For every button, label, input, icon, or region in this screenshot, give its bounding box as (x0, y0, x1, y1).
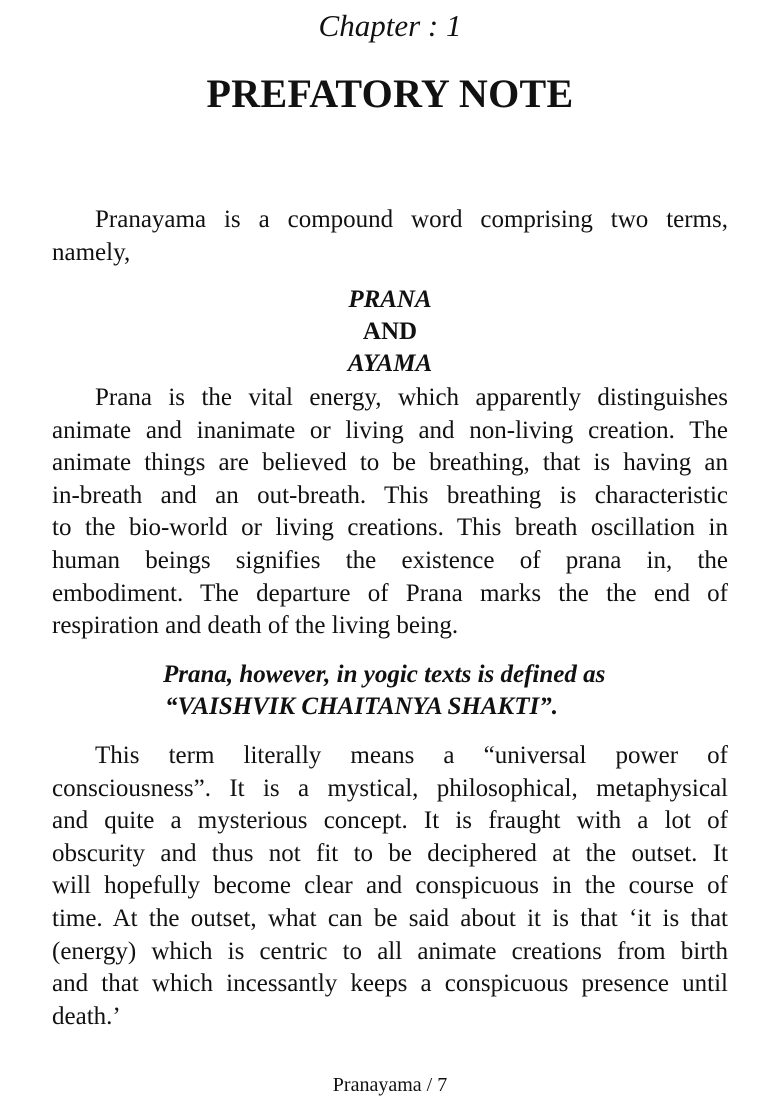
text-line: embodiment. The departure of Prana marks the the end of (52, 579, 728, 607)
definition-term: “VAISHVIK CHAITANYA SHAKTI”. (165, 693, 558, 720)
text-line: death.’ (52, 1002, 121, 1030)
text-line: namely, (52, 238, 131, 266)
definition-block (163, 659, 605, 723)
text-line: animate and inanimate or living and non-living creation. The (52, 416, 728, 444)
text-line: human beings signifies the existence of prana in, the (52, 546, 728, 574)
text-line: consciousness”. It is a mystical, philosophical, metaphysical (52, 774, 728, 802)
term-paragraph (52, 740, 728, 1033)
text-line: in-breath and an out-breath. This breathing is characteristic (52, 481, 728, 509)
text-line: animate things are believed to be breathing, that is having an (52, 449, 728, 477)
intro-paragraph (52, 204, 728, 269)
term-ayama: AYAMA (347, 350, 433, 377)
term-prana: PRANA (348, 286, 432, 313)
page-title: PREFATORY NOTE (206, 71, 574, 116)
text-line: This term literally means a “universal power of (95, 742, 728, 769)
text-line: will hopefully become clear and conspicuous in the course of (52, 872, 728, 900)
text-line: obscurity and thus not fit to be deciphered at the outset. It (52, 839, 728, 867)
terms-block (0, 284, 780, 380)
text-line: Pranayama is a compound word comprising two terms, (95, 206, 728, 233)
term-connector: AND (362, 318, 418, 345)
text-line: and that which incessantly keeps a conspicuous presence until (52, 970, 728, 998)
text-line: (energy) which is centric to all animate creations from birth (52, 937, 728, 965)
text-line: time. At the outset, what can be said about it is that ‘it is that (52, 904, 728, 932)
text-line: respiration and death of the living being. (52, 612, 459, 640)
text-line: Prana is the vital energy, which apparently distinguishes (95, 384, 728, 411)
chapter-label: Chapter : 1 (318, 8, 462, 43)
page-footer: Pranayama / 7 (332, 1074, 448, 1096)
definition-line: Prana, however, in yogic texts is defined as (163, 661, 606, 688)
text-line: to the bio-world or living creations. This breath oscillation in (52, 514, 728, 542)
text-line: and quite a mysterious concept. It is fraught with a lot of (52, 807, 728, 835)
prana-paragraph (52, 382, 728, 643)
